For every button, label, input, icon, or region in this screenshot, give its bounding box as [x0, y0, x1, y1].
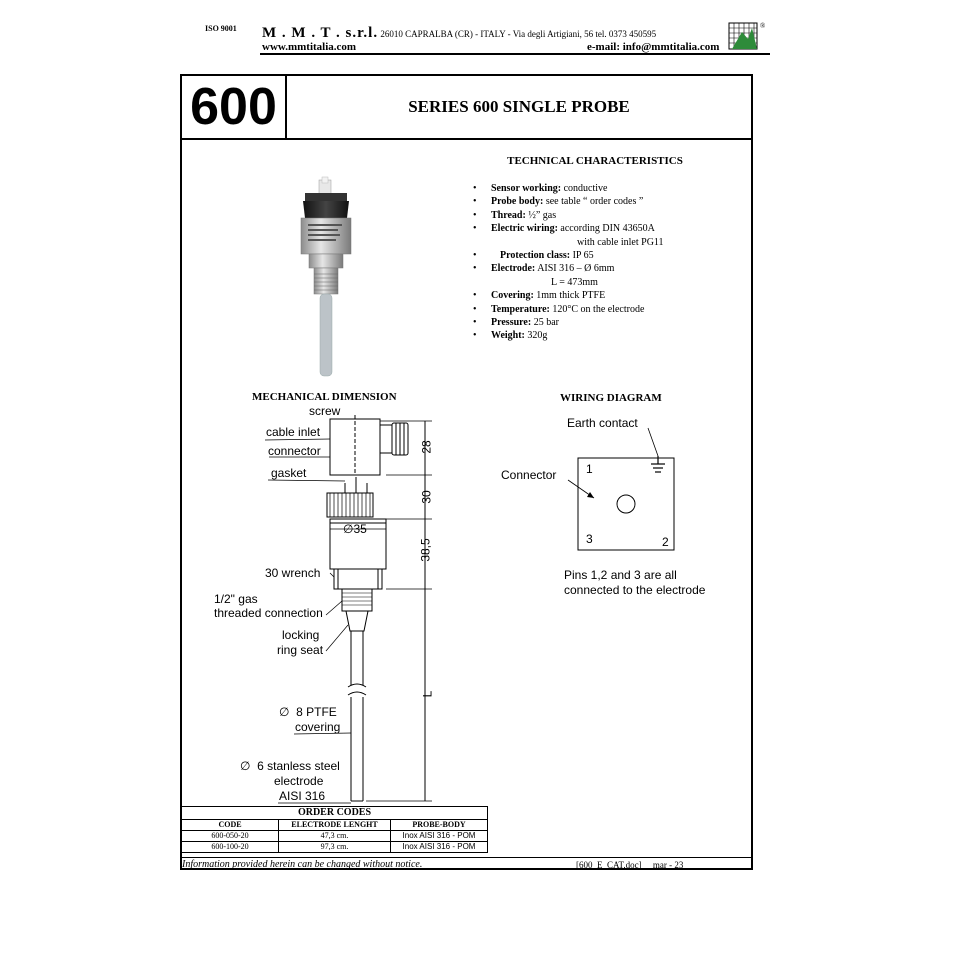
spec-list — [471, 182, 741, 343]
spec-item: • Thread: ½” gas — [471, 209, 741, 222]
series-number: 600 — [190, 78, 277, 136]
spec-item: • Electric wiring: according DIN 43650A — [471, 222, 741, 235]
table-cell: 47,3 cm. — [279, 831, 391, 842]
order-codes-table — [181, 806, 488, 853]
pin-1: 1 — [586, 462, 593, 476]
wiring-heading: WIRING DIAGRAM — [560, 392, 662, 404]
iso-label: ISO 9001 — [205, 24, 237, 33]
dim-38-5: 38,5 — [418, 538, 433, 562]
column-header: PROBE-BODY — [391, 820, 488, 831]
website-link[interactable]: www.mmtitalia.com — [262, 41, 357, 53]
label-ring-1: locking — [282, 628, 320, 642]
diameter-symbol: ∅ — [279, 705, 290, 719]
spec-item: • Temperature: 120°C on the electrode — [471, 303, 741, 316]
spec-item: • Weight: 320g — [471, 329, 741, 342]
label-screw: screw — [309, 404, 341, 418]
mechanical-heading: MECHANICAL DIMENSION — [252, 391, 397, 403]
header-rule — [260, 53, 770, 55]
dim-L: L — [420, 690, 435, 698]
table-row — [182, 842, 488, 853]
label-ptfe-2: covering — [295, 720, 341, 734]
label-ptfe-1: ∅ 8 PTFE — [279, 705, 337, 719]
diameter-symbol: ∅ — [240, 759, 251, 773]
series-title: SERIES 600 SINGLE PROBE — [408, 97, 630, 116]
footer-notice: Information provided herein can be changed without notice. — [182, 859, 423, 870]
label-connector: connector — [268, 444, 321, 458]
spec-item: • Protection class: IP 65 — [471, 249, 741, 262]
title-separator — [180, 138, 753, 140]
label-cable-inlet: cable inlet — [266, 425, 321, 439]
company-line — [262, 25, 656, 42]
spec-item: • Covering: 1mm thick PTFE — [471, 289, 741, 302]
table-cell: Inox AISI 316 - POM — [391, 831, 488, 842]
dim-28: 28 — [419, 440, 434, 454]
order-codes-caption: ORDER CODES — [182, 807, 488, 820]
table-row — [182, 831, 488, 842]
company-name: M . M . T . s.r.l. — [262, 25, 379, 41]
label-steel-1: ∅ 6 stanless steel — [240, 759, 340, 773]
label-gasket: gasket — [271, 466, 307, 480]
label-steel-3: AISI 316 — [279, 789, 326, 803]
doc-date: mar - 23 — [652, 860, 684, 870]
label-steel-2: electrode — [274, 774, 324, 788]
spec-item-continuation: L = 473mm — [551, 276, 598, 288]
label-wiring-connector: Connector — [501, 468, 557, 482]
wiring-note-2: connected to the electrode — [564, 583, 706, 597]
wiring-drawing — [560, 420, 710, 560]
table-cell: Inox AISI 316 - POM — [391, 842, 488, 853]
column-header: CODE — [182, 820, 279, 831]
product-photo — [288, 176, 368, 378]
doc-filename: [600_E_CAT.doc] — [576, 860, 642, 870]
spec-item-continuation: with cable inlet PG11 — [577, 236, 664, 248]
spec-item: • Pressure: 25 bar — [471, 316, 741, 329]
spec-item: • Probe body: see table “ order codes ” — [471, 195, 741, 208]
pin-3: 3 — [586, 532, 593, 546]
label-thread-1: 1/2" gas — [214, 592, 258, 606]
tech-heading: TECHNICAL CHARACTERISTICS — [507, 155, 683, 167]
wiring-note-1: Pins 1,2 and 3 are all — [564, 568, 677, 582]
registered-mark: ® — [760, 22, 766, 30]
label-earth-contact: Earth contact — [567, 416, 638, 430]
table-cell: 600-050-20 — [182, 831, 279, 842]
email-link[interactable]: e-mail: info@mmtitalia.com — [587, 41, 720, 53]
diameter-symbol: ∅ — [343, 522, 354, 536]
table-cell: 97,3 cm. — [279, 842, 391, 853]
dim-30: 30 — [419, 490, 434, 504]
company-address: 26010 CAPRALBA (CR) - ITALY - Via degli Artigiani, 56 tel. 0373 450595 — [378, 29, 657, 39]
footer-separator — [180, 857, 753, 858]
column-header: ELECTRODE LENGHT — [279, 820, 391, 831]
label-wrench: 30 wrench — [265, 566, 321, 580]
pin-2: 2 — [662, 535, 669, 549]
label-thread-2: threaded connection — [214, 606, 323, 620]
spec-item: • Sensor working: conductive — [471, 182, 741, 195]
label-ring-2: ring seat — [277, 643, 324, 657]
doc-reference — [576, 860, 683, 870]
spec-item: • Electrode: AISI 316 – Ø 6mm — [471, 262, 741, 275]
label-diameter-35: ∅35 — [343, 522, 367, 536]
table-cell: 600-100-20 — [182, 842, 279, 853]
company-logo — [728, 22, 762, 50]
